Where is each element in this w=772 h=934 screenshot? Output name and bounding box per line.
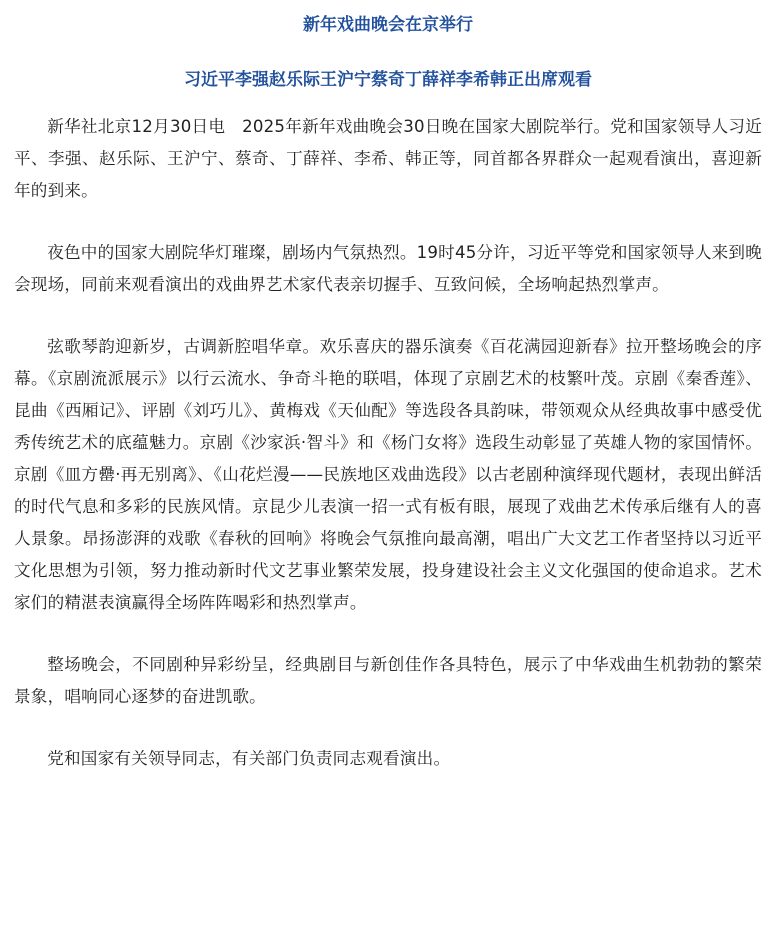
article-paragraph: 弦歌琴韵迎新岁，古调新腔唱华章。欢乐喜庆的器乐演奏《百花满园迎新春》拉开整场晚会的序幕。《京剧流派展示》以行云流水、争奇斗艳的联唱，体现了京剧艺术的枝繁叶茂。京剧《秦香莲》、昆曲《西厢记》、评剧《刘巧儿》、黄梅戏《天仙配》等选段各具韵味，带领观众从经典故事中感受优秀传统艺术的底蕴魅力。京剧《沙家浜·智斗》和《杨门女将》选段生动彰显了英雄人物的家国情怀。京剧《皿方罍·再无别离》、《山花烂漫——民族地区戏曲选段》以古老剧种演绎现代题材，表现出鲜活的时代气息和多彩的民族风情。京昆少儿表演一招一式有板有眼，展现了戏曲艺术传承后继有人的喜人景象。昂扬澎湃的戏歌《春秋的回响》将晚会气氛推向最高潮，唱出广大文艺工作者坚持以习近平文化思想为引领，努力推动新时代文艺事业繁荣发展，投身建设社会主义文化强国的使命追求。艺术家们的精湛表演赢得全场阵阵喝彩和热烈掌声。: [14, 337, 762, 612]
article-paragraph: 夜色中的国家大剧院华灯璀璨，剧场内气氛热烈。19时45分许，习近平等党和国家领导人来到晚会现场，同前来观看演出的戏曲界艺术家代表亲切握手、互致问候，全场响起热烈掌声。: [14, 243, 762, 294]
article-subheadline: 习近平李强赵乐际王沪宁蔡奇丁薛祥李希韩正出席观看: [184, 70, 592, 90]
article-paragraph: 整场晚会，不同剧种异彩纷呈，经典剧目与新创佳作各具特色，展示了中华戏曲生机勃勃的繁荣景象，唱响同心逐梦的奋进凯歌。: [14, 655, 762, 706]
article-paragraph: 新华社北京12月30日电 2025年新年戏曲晚会30日晚在国家大剧院举行。党和国家领导人习近平、李强、赵乐际、王沪宁、蔡奇、丁薛祥、李希、韩正等，同首都各界群众一起观看演出，喜迎新年的到来。: [14, 117, 762, 200]
article-paragraph: 党和国家有关领导同志，有关部门负责同志观看演出。: [47, 749, 451, 768]
article-headline: 新年戏曲晚会在京举行: [303, 15, 473, 35]
article-body: [14, 111, 762, 775]
